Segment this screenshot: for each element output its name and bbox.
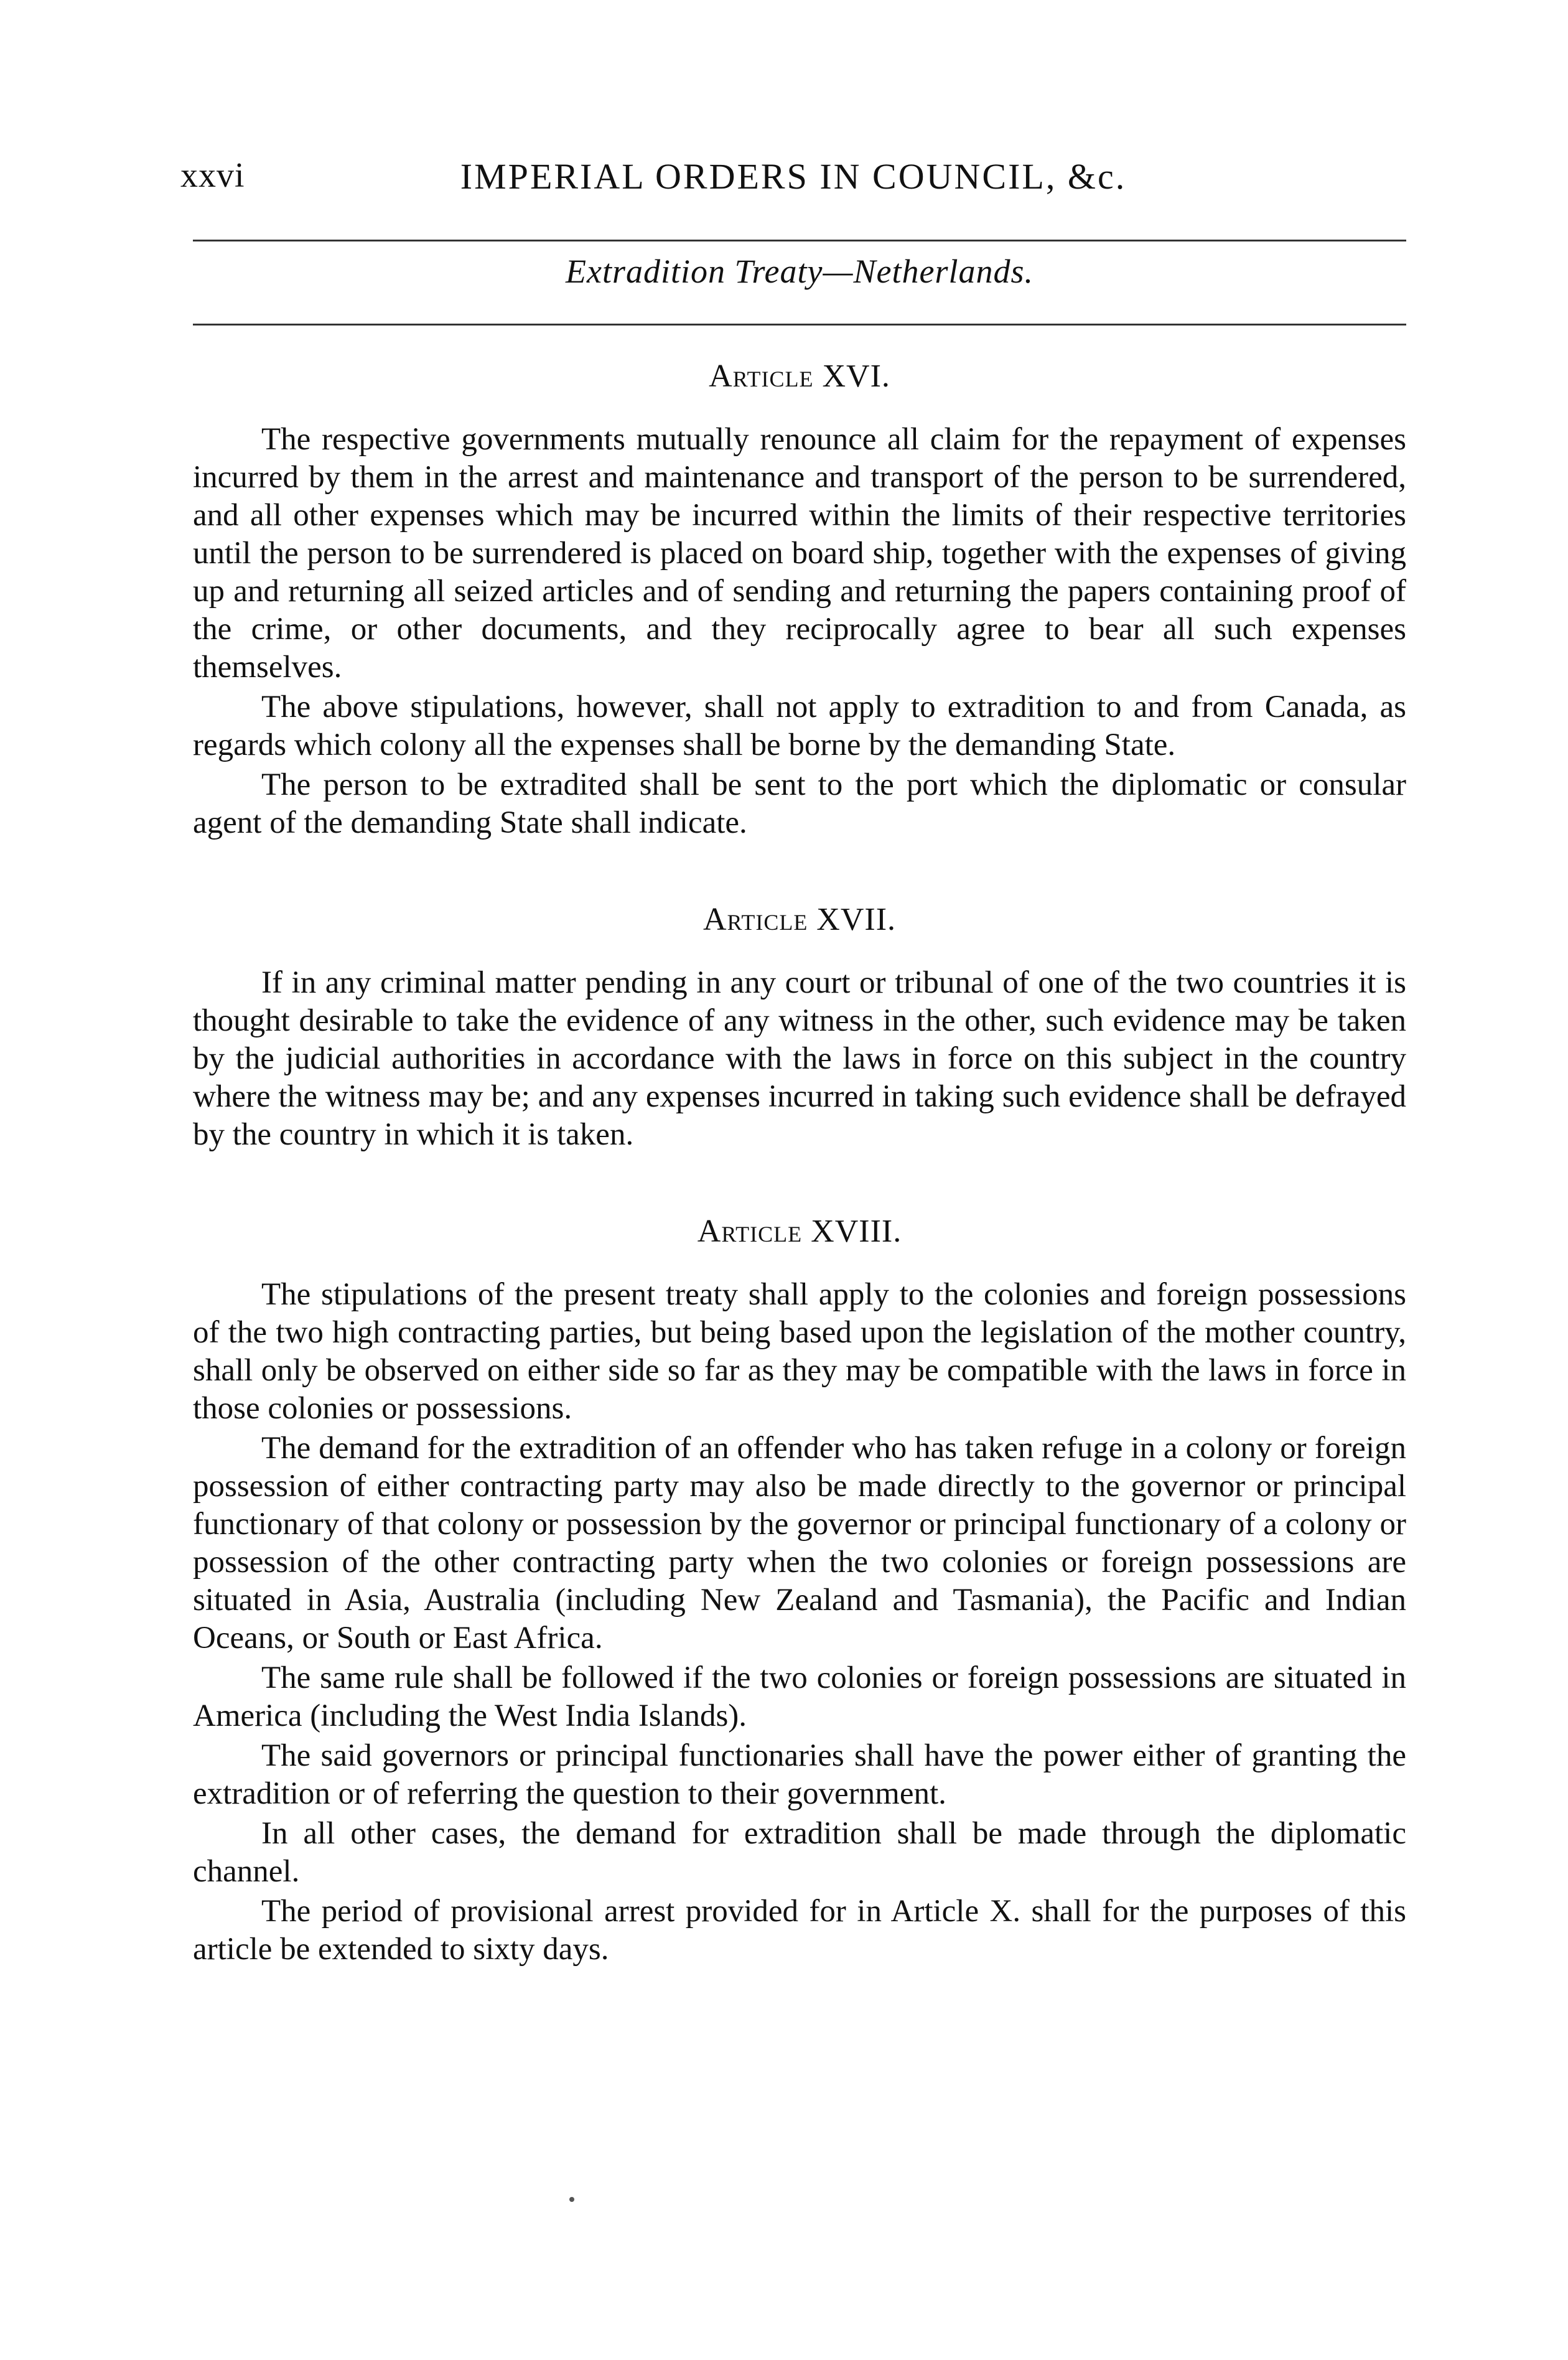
article-18 (193, 1213, 1406, 1969)
paragraph: If in any criminal matter pending in any court or tribunal of one of the two countries it is thought desirable to take the evidence of any witness in the other, such evidence may be taken by the judicial authorities in accordance with the laws in force on this subject in the country where the witness may be; and any expenses incurred in taking such evidence shall be defrayed by the country in which it is taken. (193, 965, 1406, 1152)
article-heading: Article XVI. (709, 358, 890, 394)
paragraph: The demand for the extradition of an offender who has taken refuge in a colony or foreign possession of either contracting party may also be made directly to the governor or principal functionary of that colony or possession by the governor or principal functionary of a colony or possession of the other contracting party when the two colonies or foreign possessions are situated in Asia, Australia (including New Zealand and Tasmania), the Pacific and Indian Oceans, or South or East Africa. (193, 1431, 1406, 1655)
header-rule-bottom (193, 324, 1406, 325)
paragraph: The above stipulations, however, shall not apply to extradition to and from Canada, as regards which colony all the expenses shall be borne by the demanding State. (193, 690, 1406, 762)
paragraph: The said governors or principal functionaries shall have the power either of granting the extradition or of referring the question to their government. (193, 1738, 1406, 1811)
paragraph: The respective governments mutually renounce all claim for the repayment of expenses incurred by them in the arrest and maintenance and transport of the person to be surrendered, and all other expenses which may be incurred within the limits of their respective territories until the person to be surrendered is placed on board ship, together with the expenses of giving up and returning all seized articles and of sending and returning the papers containing proof of the crime, or other documents, and they reciprocally agree to bear all such expenses themselves. (193, 422, 1406, 685)
body-text (193, 358, 1406, 1970)
paragraph: The same rule shall be followed if the two colonies or foreign possessions are situated in America (including the West India Islands). (193, 1660, 1406, 1733)
print-speck (569, 2197, 574, 2202)
article-16 (193, 358, 1406, 842)
section-subheading: Extradition Treaty—Netherlands. (566, 253, 1034, 290)
page-number: xxvi (180, 156, 245, 195)
page-header-title: IMPERIAL ORDERS IN COUNCIL, &c. (460, 156, 1127, 197)
paragraph: The period of provisional arrest provided for in Article X. shall for the purposes of this article be extended to sixty days. (193, 1894, 1406, 1967)
paragraph: The person to be extradited shall be sent to the port which the diplomatic or consular agent of the demanding State shall indicate. (193, 767, 1406, 840)
paragraph: The stipulations of the present treaty shall apply to the colonies and foreign possessions of the two high contracting parties, but being based upon the legislation of the mother country, shall only be observed on either side so far as they may be compatible with the laws in force in those colonies or possessions. (193, 1277, 1406, 1426)
article-heading: Article XVIII. (697, 1214, 902, 1249)
running-head (180, 156, 1406, 212)
article-17 (193, 901, 1406, 1154)
article-heading: Article XVII. (702, 902, 897, 937)
paragraph: In all other cases, the demand for extradition shall be made through the diplomatic channel. (193, 1816, 1406, 1889)
header-rule-top (193, 240, 1406, 241)
